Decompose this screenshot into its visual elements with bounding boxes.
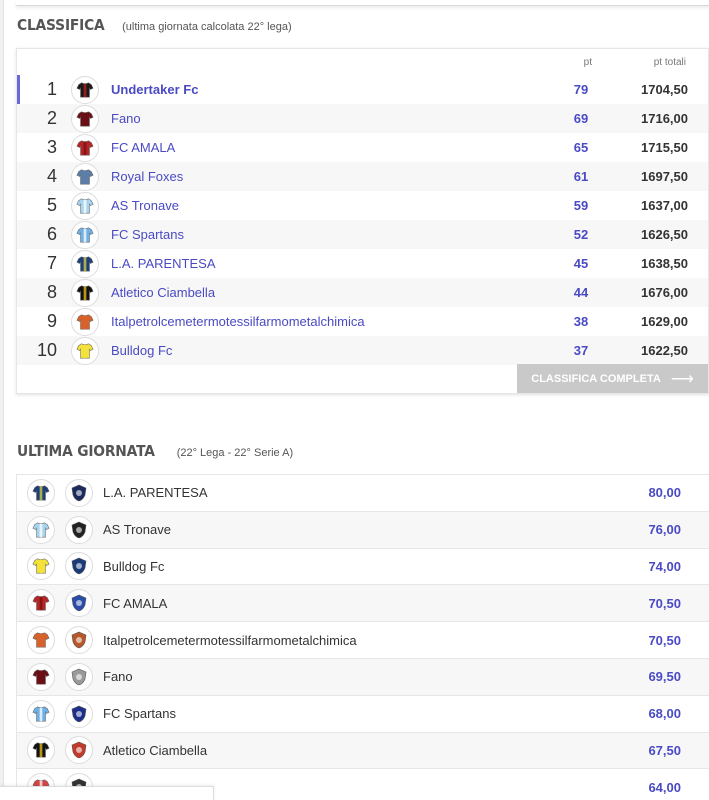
standings-row[interactable] (17, 336, 708, 365)
team-jersey-icon (27, 736, 55, 764)
standings-team-link[interactable]: FC Spartans (111, 227, 184, 242)
team-crest-icon (65, 736, 93, 764)
column-header-pt: pt (583, 57, 592, 68)
standings-total-points: 1697,50 (641, 169, 688, 184)
team-crest-icon (65, 589, 93, 617)
standings-team-link[interactable]: Italpetrolcemetermotessilfarmometalchimica (111, 314, 365, 329)
team-jersey-icon (27, 589, 55, 617)
standings-team-link[interactable]: Bulldog Fc (111, 343, 173, 358)
team-jersey-icon (71, 76, 99, 104)
bottom-scroll-overlay (0, 786, 214, 800)
team-jersey-icon (27, 516, 55, 544)
standings-position: 3 (46, 137, 57, 157)
last-round-score: 70,50 (648, 595, 681, 611)
last-round-row[interactable] (16, 659, 709, 696)
team-crest-icon (65, 626, 93, 654)
last-round-score: 70,50 (648, 632, 681, 648)
standings-total-points: 1715,50 (641, 140, 688, 155)
last-round-score: 76,00 (648, 522, 681, 538)
standings-points: 65 (573, 140, 589, 155)
last-round-header (17, 442, 293, 460)
team-crest-icon (65, 552, 93, 580)
standings-total-points: 1629,00 (641, 314, 688, 329)
standings-row[interactable] (17, 220, 708, 249)
standings-points: 37 (573, 343, 589, 358)
last-round-row[interactable] (16, 585, 709, 622)
last-round-team[interactable]: Bulldog Fc (103, 558, 165, 574)
last-round-team[interactable]: FC Spartans (103, 706, 176, 722)
team-jersey-icon (71, 163, 99, 191)
standings-row[interactable] (17, 75, 708, 104)
standings-position: 1 (46, 79, 57, 99)
last-round-team[interactable]: Italpetrolcemetermotessilfarmometalchimica (103, 632, 357, 648)
team-jersey-icon (71, 279, 99, 307)
standings-points: 69 (573, 111, 589, 126)
team-jersey-icon (71, 105, 99, 133)
standings-total-points: 1676,00 (641, 285, 688, 300)
standings-team-link[interactable]: L.A. PARENTESA (111, 256, 216, 271)
last-round-row[interactable] (16, 512, 709, 549)
standings-total-points: 1704,50 (641, 82, 688, 97)
standings-row[interactable] (17, 162, 708, 191)
last-round-row[interactable] (16, 622, 709, 659)
standings-row[interactable] (17, 278, 708, 307)
standings-position: 2 (46, 108, 57, 128)
standings-team-link[interactable]: FC AMALA (111, 140, 176, 155)
standings-title: CLASSIFICA (17, 16, 105, 34)
standings-team-link[interactable]: Atletico Ciambella (111, 285, 216, 300)
last-round-team[interactable]: FC AMALA (103, 595, 168, 611)
last-round-row[interactable] (16, 696, 709, 733)
standings-points: 45 (573, 256, 589, 271)
last-round-score: 69,50 (648, 669, 681, 685)
last-round-team[interactable]: Atletico Ciambella (103, 742, 208, 758)
standings-team-link[interactable]: Royal Foxes (111, 169, 184, 184)
standings-row[interactable] (17, 104, 708, 133)
last-round-team[interactable]: AS Tronave (103, 522, 171, 538)
standings-rows (17, 75, 708, 365)
team-crest-icon (65, 479, 93, 507)
standings-points: 79 (573, 82, 589, 97)
last-round-row[interactable] (16, 475, 709, 512)
standings-team-link[interactable]: Fano (111, 111, 141, 126)
standings-points: 38 (573, 314, 589, 329)
last-round-team[interactable]: L.A. PARENTESA (103, 485, 208, 501)
last-round-title: ULTIMA GIORNATA (17, 442, 155, 460)
standings-points: 61 (573, 169, 589, 184)
last-round-score: 68,00 (648, 706, 681, 722)
last-round-subtitle: (22° Lega - 22° Serie A) (176, 447, 294, 459)
last-round-score: 74,00 (648, 558, 681, 574)
last-round-score: 80,00 (648, 485, 681, 501)
standings-total-points: 1626,50 (641, 227, 688, 242)
standings-team-link[interactable]: AS Tronave (111, 198, 179, 213)
standings-position: 4 (46, 166, 57, 186)
last-round-row[interactable] (16, 733, 709, 770)
team-jersey-icon (71, 250, 99, 278)
standings-row[interactable] (17, 191, 708, 220)
standings-row[interactable] (17, 249, 708, 278)
standings-points: 52 (573, 227, 589, 242)
team-jersey-icon (27, 700, 55, 728)
standings-position: 9 (46, 311, 57, 331)
full-standings-label: CLASSIFICA COMPLETA (531, 372, 661, 385)
team-jersey-icon (27, 663, 55, 691)
team-jersey-icon (27, 479, 55, 507)
standings-column-headers (17, 57, 708, 73)
arrow-right-icon: ⟶ (670, 370, 694, 388)
standings-header (17, 16, 292, 34)
team-crest-icon (65, 663, 93, 691)
team-jersey-icon (27, 626, 55, 654)
standings-team-link[interactable]: Undertaker Fc (111, 82, 199, 97)
standings-row[interactable] (17, 307, 708, 336)
standings-position: 10 (36, 340, 57, 360)
last-round-team[interactable]: Fano (103, 669, 133, 685)
team-jersey-icon (27, 552, 55, 580)
standings-row[interactable] (17, 133, 708, 162)
page-left-edge (0, 0, 4, 800)
standings-points: 44 (573, 285, 589, 300)
last-round-score: 64,00 (648, 779, 681, 795)
last-round-list (16, 474, 709, 800)
full-standings-button[interactable] (517, 364, 708, 393)
standings-position: 5 (46, 195, 57, 215)
standings-total-points: 1716,00 (641, 111, 688, 126)
standings-points: 59 (573, 198, 589, 213)
standings-total-points: 1637,00 (641, 198, 688, 213)
standings-position: 7 (46, 253, 57, 273)
standings-table (16, 48, 709, 394)
team-jersey-icon (71, 337, 99, 365)
team-jersey-icon (71, 134, 99, 162)
top-divider (16, 0, 709, 6)
team-crest-icon (65, 700, 93, 728)
column-header-pt-total: pt totali (653, 57, 686, 68)
team-crest-icon (65, 516, 93, 544)
team-jersey-icon (71, 192, 99, 220)
team-jersey-icon (71, 308, 99, 336)
standings-position: 6 (46, 224, 57, 244)
standings-total-points: 1638,50 (641, 256, 688, 271)
standings-position: 8 (46, 282, 57, 302)
standings-total-points: 1622,50 (641, 343, 688, 358)
standings-subtitle: (ultima giornata calcolata 22° lega) (122, 21, 292, 33)
last-round-row[interactable] (16, 549, 709, 586)
team-jersey-icon (71, 221, 99, 249)
last-round-score: 67,50 (648, 742, 681, 758)
